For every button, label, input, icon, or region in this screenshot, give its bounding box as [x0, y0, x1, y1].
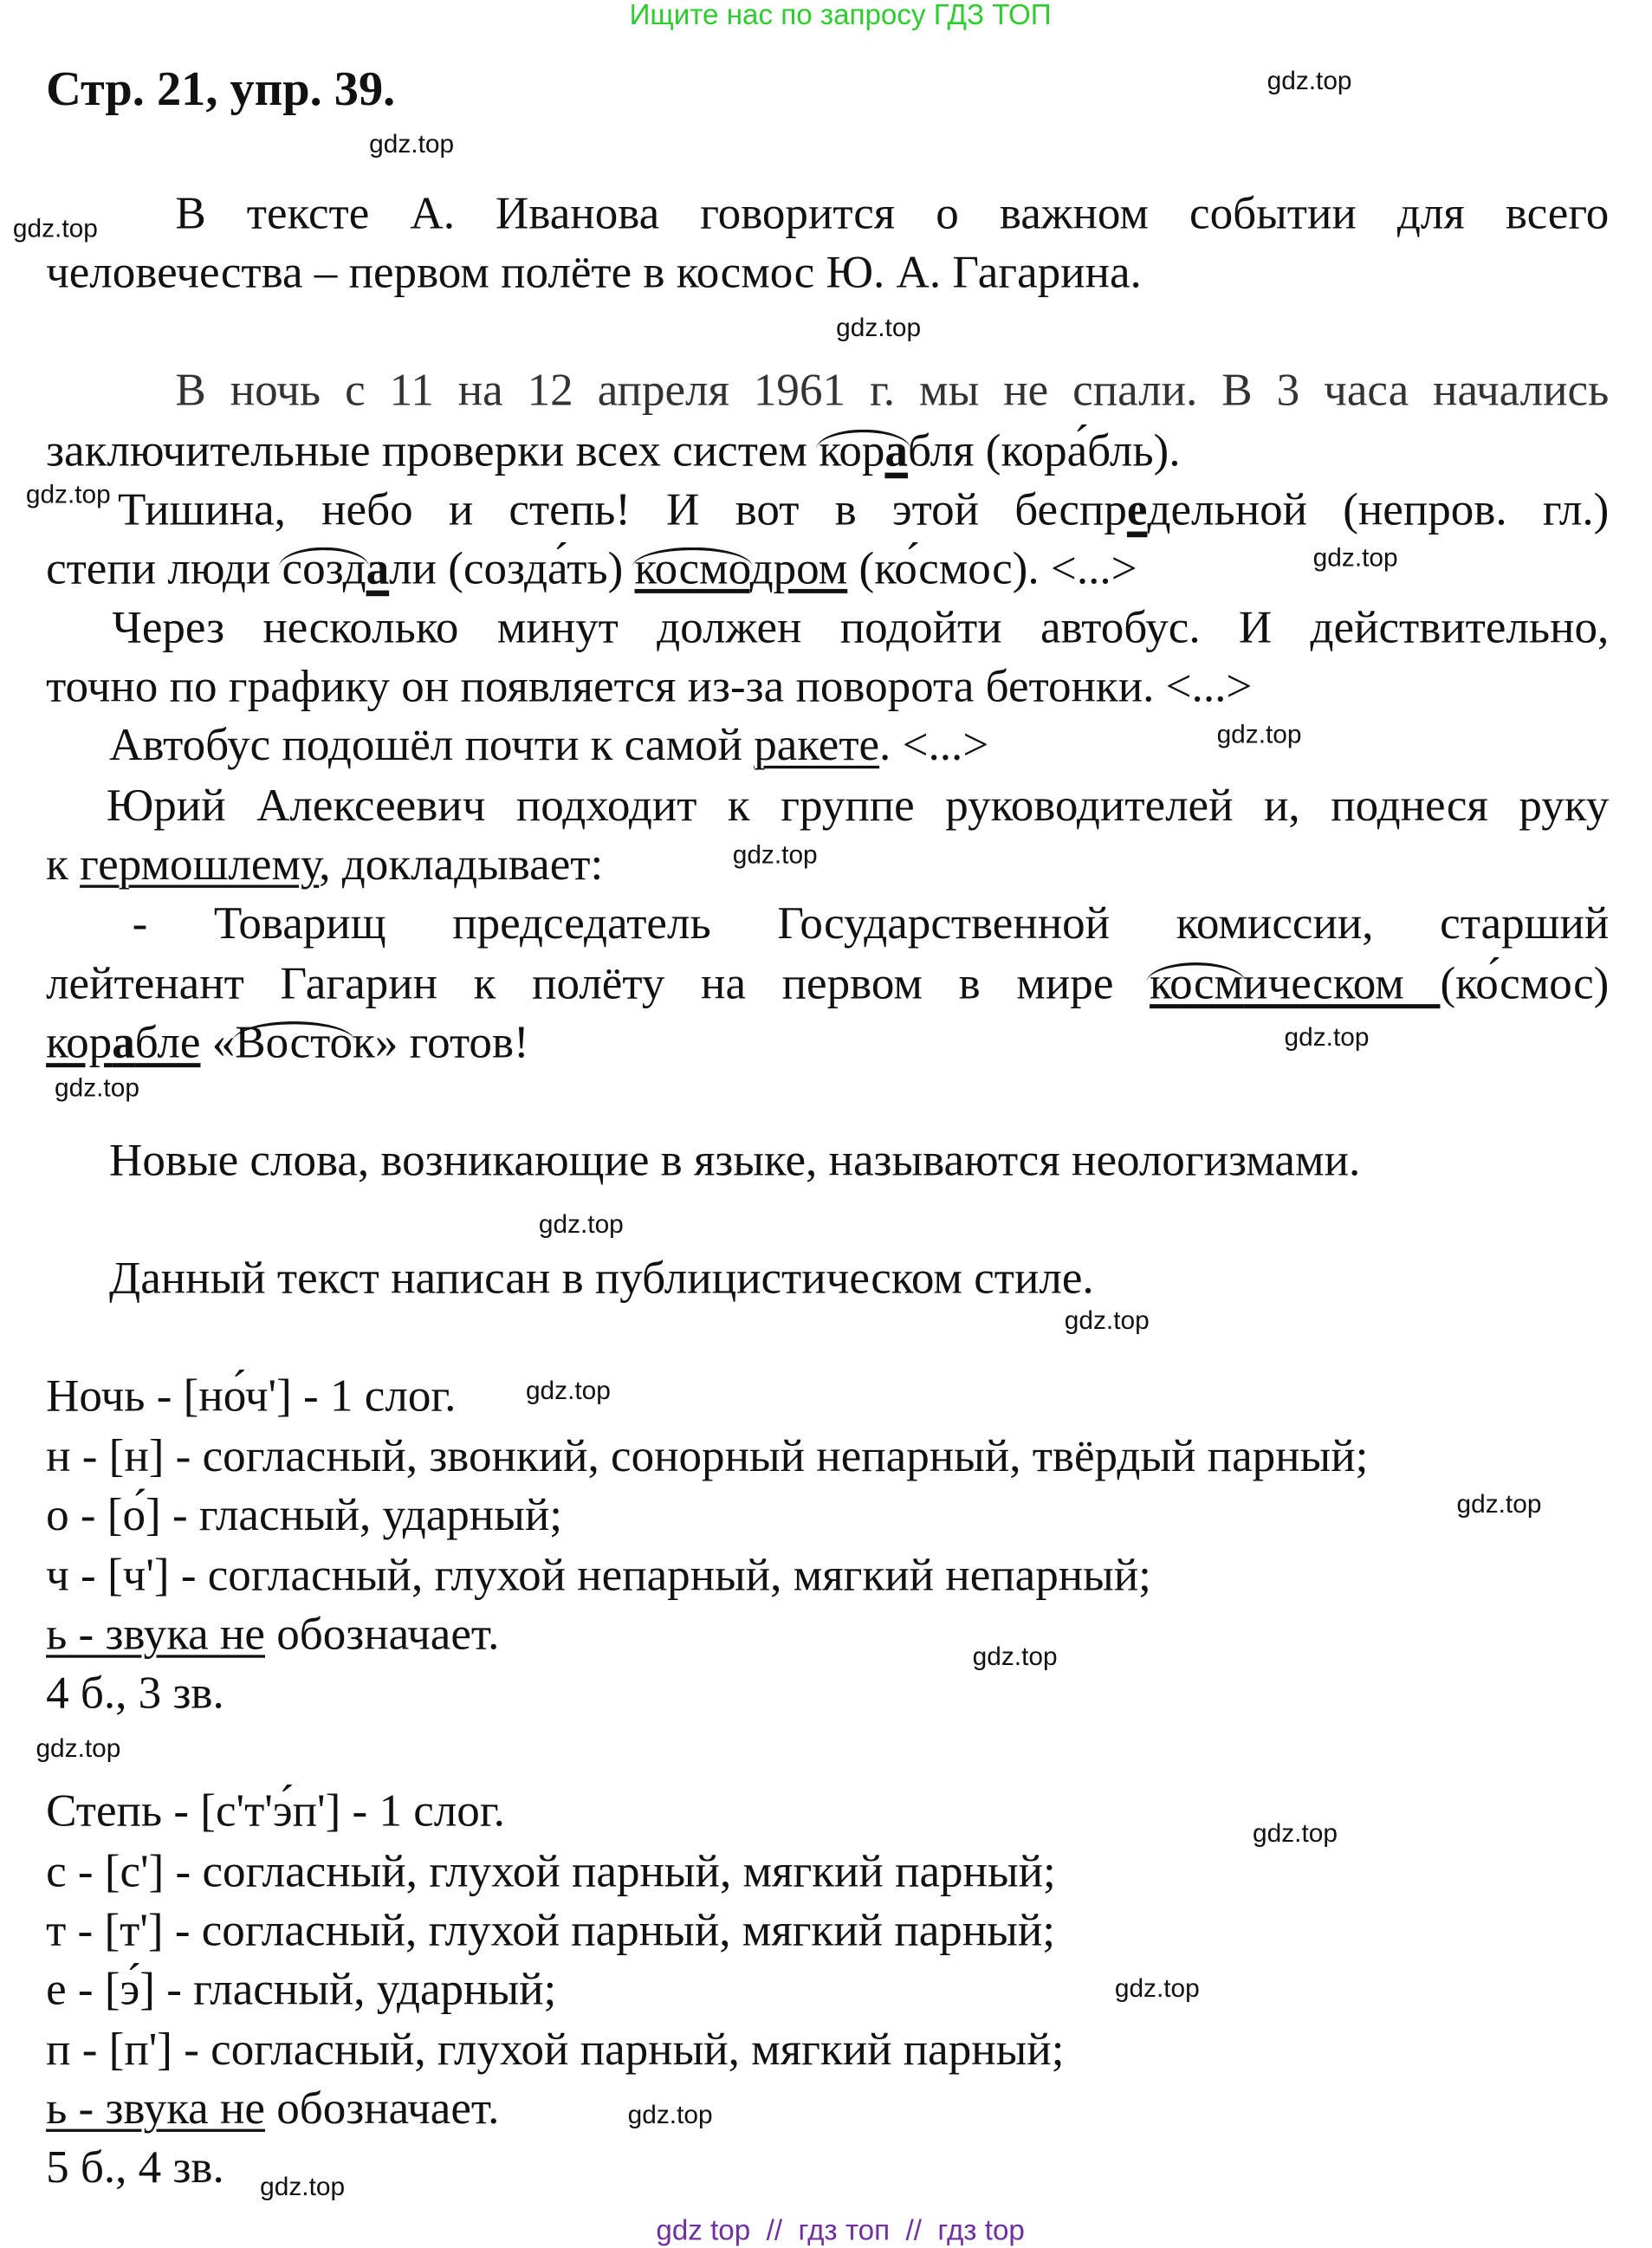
text: (созда́ть)	[437, 541, 635, 593]
watermark: gdz.top	[55, 1072, 139, 1102]
page-title: Стр. 21, упр. 39.	[46, 62, 396, 117]
root-arc	[282, 541, 366, 593]
watermark: gdz.top	[972, 1642, 1058, 1671]
text-line-11	[46, 954, 1609, 1011]
text: обозначает.	[264, 2081, 500, 2134]
text: Тишина, небо и степь! И вот в этой беспр	[117, 483, 1127, 534]
text: дельной (непров. гл.)	[1147, 483, 1610, 534]
root-arc: Восто	[235, 1015, 353, 1068]
watermark: gdz.top	[1216, 719, 1302, 748]
word2-count: 5 б., 4 зв.	[46, 2140, 224, 2193]
watermark: gdz.top	[1114, 1973, 1200, 2003]
text: созд	[282, 541, 366, 593]
underlined-word: ь - звука не	[46, 2081, 265, 2134]
word1-count: 4 б., 3 зв.	[46, 1666, 224, 1719]
word2-sound: с - [с'] - согласный, глухой парный, мягкий парный;	[46, 1844, 1056, 1896]
text-line-12	[46, 1013, 529, 1070]
underlined-word: ракете	[754, 718, 880, 770]
text-line-10: - Товарищ председатель Государственной комиссии, старший	[132, 896, 1610, 949]
style-answer: Данный текст написан в публицистическом стиле.	[109, 1251, 1094, 1304]
text: (ко́смос). <...>	[847, 541, 1137, 593]
watermark: gdz.top	[836, 313, 922, 342]
text-line-9	[46, 834, 603, 891]
word2-sound: е - [э́] - гласный, ударный;	[46, 1962, 557, 2014]
text-line-2	[46, 421, 1180, 478]
text-line-8: Юрий Алексеевич подходит к группе руководителей и, поднеся руку	[106, 778, 1610, 831]
text: обозначает.	[264, 1607, 500, 1660]
root-arc	[819, 424, 908, 476]
word2-head: Степь - [с'т'э́п'] - 1 слог.	[46, 1784, 505, 1837]
watermark: gdz.top	[538, 1209, 624, 1239]
watermark: gdz.top	[1456, 1489, 1542, 1519]
watermark: gdz.top	[1064, 1305, 1150, 1335]
text-line-4	[46, 539, 1137, 596]
word2-sound: п - [п'] - согласный, глухой парный, мягкий парный;	[46, 2022, 1065, 2075]
text: кор	[46, 1015, 113, 1068]
watermark: gdz.top	[732, 840, 818, 870]
word1-sound: н - [н] - согласный, звонкий, сонорный непарный, твёрдый парный;	[46, 1429, 1369, 1481]
text: бля	[907, 424, 975, 476]
vowel-mark: е	[1126, 483, 1148, 534]
text-line-3	[118, 480, 1609, 537]
text-line-7	[109, 716, 988, 773]
text: к»	[353, 1015, 398, 1068]
watermark: gdz.top	[36, 1733, 121, 1763]
text: ли	[389, 541, 437, 593]
text: (ко́смос)	[1440, 956, 1610, 1009]
watermark: gdz.top	[1312, 542, 1398, 573]
text: ическом	[1243, 956, 1441, 1009]
watermark: gdz.top	[1253, 1818, 1338, 1848]
text-line-6: точно по графику он появляется из-за поворота бетонки. <...>	[46, 659, 1253, 711]
text: кор	[819, 424, 885, 476]
watermark: gdz.top	[525, 1376, 611, 1405]
text-line-5: Через несколько минут должен подойти автобус. И действительно,	[112, 600, 1610, 652]
text: бле	[134, 1015, 201, 1068]
text: к	[46, 837, 81, 890]
text: дром	[749, 541, 848, 593]
word2-soft-sign	[46, 2079, 499, 2136]
underlined-word: ь - звука не	[46, 1607, 265, 1660]
word1-soft-sign	[46, 1604, 499, 1662]
root-arc: косм	[1150, 956, 1244, 1009]
root-arc: космо	[634, 541, 750, 593]
watermark: gdz.top	[627, 2100, 713, 2129]
para1-line2: человечества – первом полёте в космос Ю. А. Гагарина.	[46, 245, 1142, 298]
watermark: gdz.top	[25, 479, 111, 509]
para1-line1: В тексте А. Иванова говорится о важном событии для всего	[175, 186, 1610, 239]
vowel-mark: а	[366, 541, 390, 593]
text: лейтенант Гагарин к полёту на первом в мире	[46, 956, 1150, 1009]
text: «	[200, 1015, 236, 1068]
watermark: gdz.top	[369, 129, 455, 159]
text: степи люди	[46, 541, 282, 593]
text-line-1: В ночь с 11 на 12 апреля 1961 г. мы не спали. В 3 часа начались	[175, 363, 1610, 416]
text: , докладывает:	[319, 837, 604, 890]
word1-sound: о - [о́] - гласный, ударный;	[46, 1487, 562, 1540]
text: (кора́бль).	[974, 424, 1181, 476]
vowel-mark: а	[884, 424, 908, 476]
watermark: gdz.top	[1267, 66, 1352, 95]
text: Автобус подошёл почти к самой	[109, 718, 755, 770]
watermark: gdz.top	[260, 2172, 346, 2201]
word2-sound: т - [т'] - согласный, глухой парный, мягкий парный;	[46, 1903, 1056, 1955]
watermark: gdz.top	[12, 214, 98, 243]
text: заключительные проверки всех систем	[46, 424, 820, 476]
text: . <...>	[879, 718, 989, 770]
footer-links[interactable]: gdz top // гдз топ // гдз top	[656, 2215, 1025, 2247]
underlined-word	[46, 1015, 200, 1067]
underlined-word	[1150, 956, 1440, 1008]
text: готов!	[398, 1015, 529, 1068]
underlined-word	[635, 541, 848, 593]
watermark: gdz.top	[1284, 1022, 1370, 1052]
underlined-word: гермошлему	[80, 837, 320, 890]
search-banner[interactable]: Ищите нас по запросу ГДЗ ТОП	[629, 0, 1052, 32]
word1-sound: ч - [ч'] - согласный, глухой непарный, мягкий непарный;	[46, 1548, 1151, 1601]
neologism-answer: Новые слова, возникающие в языке, называются неологизмами.	[109, 1133, 1361, 1186]
vowel-mark: а	[112, 1015, 135, 1068]
word1-head: Ночь - [но́ч'] - 1 слог.	[46, 1369, 457, 1422]
